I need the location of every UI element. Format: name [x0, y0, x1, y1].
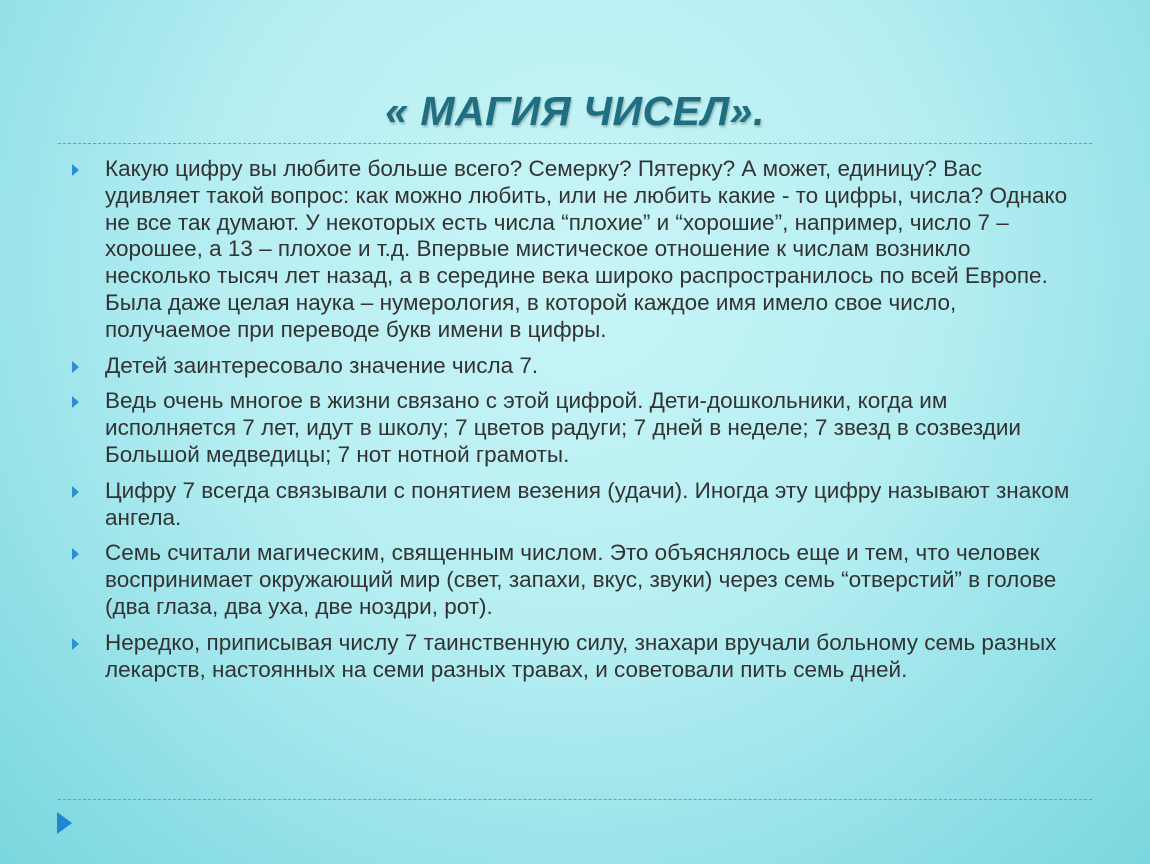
bottom-divider	[58, 799, 1092, 800]
list-item-text: Семь считали магическим, священным числом. Это объяснялось еще и тем, что человек воспринимает окружающий мир (свет, запахи, вкус, звуки) через семь “отверстий” в голове (два глаза, два уха, две ноздри, рот).	[105, 540, 1057, 619]
triangle-right-icon	[72, 361, 79, 373]
triangle-right-icon	[72, 486, 79, 498]
triangle-right-icon	[72, 638, 79, 650]
triangle-right-icon	[72, 396, 79, 408]
triangle-right-icon	[72, 548, 79, 560]
list-item	[70, 353, 1080, 380]
bullet-list	[70, 156, 1080, 692]
list-item-text: Детей заинтересовало значение числа 7.	[105, 352, 539, 378]
list-item	[70, 478, 1080, 532]
list-item-text: Нередко, приписывая числу 7 таинственную силу, знахари вручали больному семь разных лекарств, настоянных на семи разных травах, и советовали пить семь дней.	[105, 629, 1057, 682]
list-item-text: Цифру 7 всегда связывали с понятием везения (удачи). Иногда эту цифру называют знаком ангела.	[105, 477, 1070, 530]
list-item	[70, 388, 1080, 468]
list-item	[70, 630, 1080, 684]
next-slide-arrow-icon[interactable]	[57, 812, 72, 834]
list-item-text: Какую цифру вы любите больше всего? Семерку? Пятерку? А может, единицу? Вас удивляет такой вопрос: как можно любить, или не любить какие - то цифры, числа? Однако не все так думают. У некоторых есть числа “плохие” и “хорошие”, например, число 7 – хорошее, а 13 – плохое и т.д. Впервые мистическое отношение к числам возникло несколько тысяч лет назад, а в середине века широко распространилось по всей Европе. Была даже целая наука – нумерология, в которой каждое имя имело свое число, получаемое при переводе букв имени в цифры.	[105, 156, 1068, 342]
slide-title: « МАГИЯ ЧИСЕЛ».	[385, 88, 765, 134]
list-item	[70, 156, 1080, 344]
list-item	[70, 540, 1080, 620]
triangle-right-icon	[72, 164, 79, 176]
list-item-text: Ведь очень многое в жизни связано с этой цифрой. Дети-дошкольники, когда им исполняется 7 лет, идут в школу; 7 цветов радуги; 7 дней в неделе; 7 звезд в созвездии Большой медведицы; 7 нот нотной грамоты.	[105, 388, 1021, 467]
top-divider	[58, 143, 1092, 144]
